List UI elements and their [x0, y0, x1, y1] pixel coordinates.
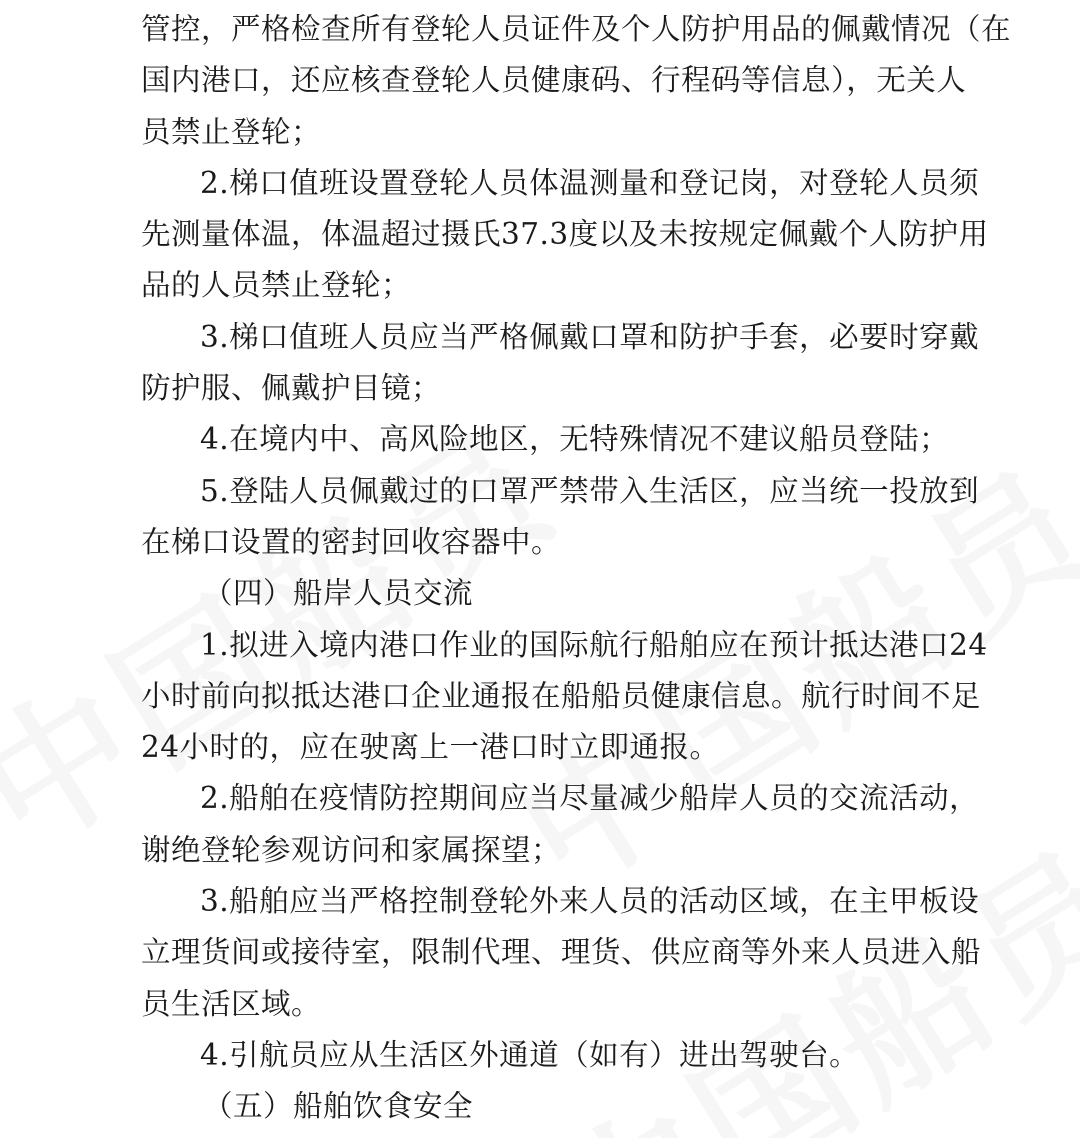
list-item: 1.拟进入境内港口作业的国际航行船舶应在预计抵达港口24 — [200, 627, 988, 662]
section-heading: （五）船舶饮食安全 — [203, 1089, 474, 1124]
text-line: 24小时的，应在驶离上一港口时立即通报。 — [141, 730, 720, 765]
list-item: 3.梯口值班人员应当严格佩戴口罩和防护手套，必要时穿戴 — [200, 319, 980, 354]
text-line: 在梯口设置的密封回收容器中。 — [141, 524, 562, 559]
section-heading: （四）船岸人员交流 — [203, 576, 474, 611]
text-line: 小时前向拟抵达港口企业通报在船船员健康信息。航行时间不足 — [141, 678, 982, 713]
list-item: 4.引航员应从生活区外通道（如有）进出驾驶台。 — [200, 1037, 860, 1072]
text-line: 品的人员禁止登轮； — [141, 268, 412, 303]
text-line: 管控，严格检查所有登轮人员证件及个人防护用品的佩戴情况（在 — [141, 12, 1012, 46]
text-line: 先测量体温，体温超过摄氏37.3度以及未按规定佩戴个人防护用 — [141, 217, 989, 252]
text-line: 防护服、佩戴护目镜； — [141, 371, 442, 406]
text-line: 国内港口，还应核查登轮人员健康码、行程码等信息），无关人 — [141, 63, 967, 98]
list-item: 2.船舶在疫情防控期间应当尽量减少船岸人员的交流活动， — [200, 781, 980, 816]
text-line: 立理货间或接待室，限制代理、理货、供应商等外来人员进入船 — [141, 935, 982, 970]
text-line: 员禁止登轮； — [141, 114, 322, 149]
list-item: 4.在境内中、高风险地区，无特殊情况不建议船员登陆； — [200, 422, 950, 457]
list-item: 2.梯口值班设置登轮人员体温测量和登记岗，对登轮人员须 — [200, 165, 980, 200]
document-body — [141, 4, 1012, 1133]
list-item: 3.船舶应当严格控制登轮外来人员的活动区域，在主甲板设 — [200, 884, 980, 919]
list-item: 5.登陆人员佩戴过的口罩严禁带入生活区，应当统一投放到 — [200, 473, 980, 508]
text-line: 谢绝登轮参观访问和家属探望； — [141, 832, 562, 867]
text-line: 员生活区域。 — [141, 986, 322, 1021]
